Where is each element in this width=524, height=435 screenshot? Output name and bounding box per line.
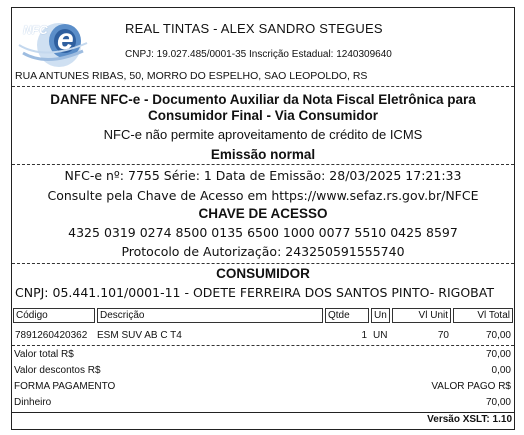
- divider: [12, 164, 514, 165]
- icms-notice: NFC-e não permite aproveitamento de crédito de ICMS: [103, 127, 423, 142]
- consumidor-label: CONSUMIDOR: [216, 266, 310, 281]
- col-qtde: Qtde: [325, 308, 369, 323]
- logo-letter: e: [57, 23, 74, 56]
- danfe-document: [11, 7, 515, 430]
- col-un: Un: [371, 308, 390, 323]
- valor-total: 70,00: [485, 349, 511, 360]
- emitente-ids: CNPJ: 19.027.485/0001-35 Inscrição Estadual: 1240309640: [125, 49, 392, 60]
- row-qtde: 1: [361, 330, 367, 341]
- dinheiro-valor: 70,00: [485, 397, 511, 408]
- divider: [12, 345, 514, 346]
- forma-pagamento-label: FORMA PAGAMENTO: [14, 381, 116, 392]
- nfce-logo: [17, 15, 93, 71]
- col-codigo: Código: [13, 308, 95, 323]
- row-un: UN: [373, 330, 388, 341]
- col-vl-unit: Vl Unit: [392, 308, 451, 323]
- emitente-header: [12, 8, 514, 86]
- descontos-label: Valor descontos R$: [14, 365, 101, 376]
- descontos-row: [14, 365, 511, 379]
- divider: [12, 86, 514, 87]
- logo-text: NFC: [23, 23, 48, 37]
- emitente-nome: REAL TINTAS - ALEX SANDRO STEGUES: [125, 21, 383, 36]
- nfce-numero: NFC-e nº: 7755 Série: 1 Data de Emissão: 28/03/2025 17:21:33: [64, 168, 462, 183]
- divider: [12, 412, 514, 413]
- versao-xslt: Versão XSLT: 1.10: [427, 414, 512, 425]
- consumidor-doc: CNPJ: 05.441.101/0001-11 - ODETE FERREIRA DOS SANTOS PINTO- RIGOBAT: [15, 285, 494, 300]
- valor-total-label: Valor total R$: [14, 349, 74, 360]
- divider: [12, 263, 514, 264]
- pagamento-header-row: [14, 381, 511, 395]
- valor-pago-label: VALOR PAGO R$: [431, 381, 511, 392]
- row-codigo: 7891260420362: [15, 330, 88, 341]
- descontos-valor: 0,00: [491, 365, 511, 376]
- protocolo: Protocolo de Autorização: 243250591555740: [121, 244, 405, 259]
- dinheiro-label: Dinheiro: [14, 397, 52, 408]
- total-row: [14, 349, 511, 363]
- chave-acesso: 4325 0319 0274 8500 0135 6500 1000 0077 5510 0425 8597: [68, 225, 458, 240]
- row-vl-total: 70,00: [485, 330, 511, 341]
- danfe-title-line2: Consumidor Final - Via Consumidor: [147, 108, 378, 123]
- emissao-tipo: Emissão normal: [210, 147, 316, 162]
- dinheiro-row: [14, 397, 511, 411]
- row-vl-unit: 70: [437, 330, 449, 341]
- consulta-url: Consulte pela Chave de Acesso em https://www.sefaz.rs.gov.br/NFCE: [47, 188, 479, 203]
- danfe-title-line1: DANFE NFC-e - Documento Auxiliar da Nota Fiscal Eletrônica para: [50, 92, 476, 107]
- chave-label: CHAVE DE ACESSO: [198, 206, 328, 221]
- col-vl-total: Vl Total: [453, 308, 513, 323]
- row-descricao: ESM SUV AB C T4: [97, 330, 182, 341]
- col-descricao: Descrição: [97, 308, 323, 323]
- emitente-endereco: RUA ANTUNES RIBAS, 50, MORRO DO ESPELHO, SAO LEOPOLDO, RS: [15, 70, 368, 82]
